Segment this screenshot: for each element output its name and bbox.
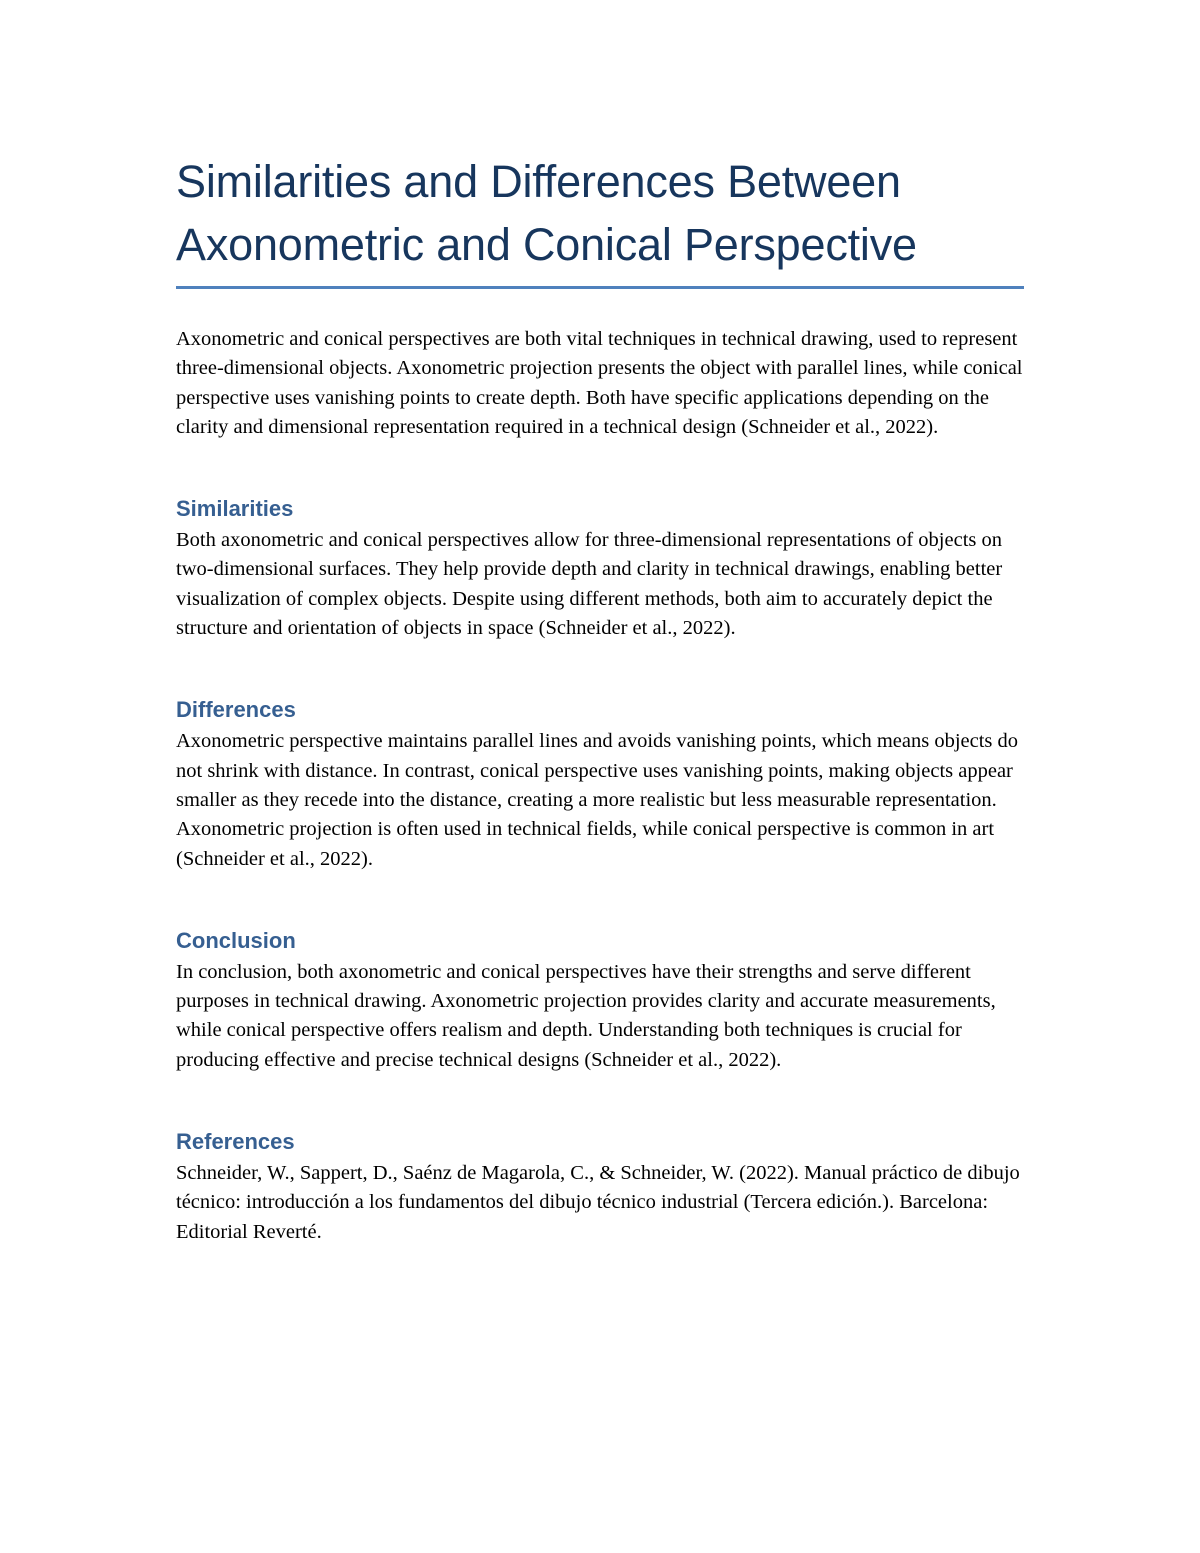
references-heading: References xyxy=(176,1129,295,1155)
conclusion-paragraph: In conclusion, both axonometric and conical perspectives have their strengths and serve different purposes in technical drawing. Axonometric projection provides clarity and accurate measurements, while conical perspective offers realism and depth. Understanding both techniques is crucial for producing effective and precise technical designs (Schneider et al., 2022). xyxy=(176,960,996,1071)
differences-heading: Differences xyxy=(176,697,296,723)
title-underline-rule xyxy=(176,286,1024,289)
similarities-paragraph: Both axonometric and conical perspectives allow for three-dimensional representations of objects on two-dimensional surfaces. They help provide depth and clarity in technical drawings, enabling better visualization of complex objects. Despite using different methods, both aim to accurately depict the structure and orientation of objects in space (Schneider et al., 2022). xyxy=(176,529,1003,640)
document-page xyxy=(176,150,1024,1247)
reference-entry: Schneider, W., Sappert, D., Saénz de Magarola, C., & Schneider, W. (2022). Manual práctico de dibujo técnico: introducción a los fundamentos del dibujo técnico industrial (Tercera edición.). Barcelona: Editorial Reverté. xyxy=(176,1162,1020,1243)
differences-paragraph: Axonometric perspective maintains parallel lines and avoids vanishing points, which means objects do not shrink with distance. In contrast, conical perspective uses vanishing points, making objects appear smaller as they recede into the distance, creating a more realistic but less measurable representation. Axonometric projection is often used in technical fields, while conical perspective is common in art (Schneider et al., 2022). xyxy=(176,730,1019,870)
intro-paragraph: Axonometric and conical perspectives are both vital techniques in technical drawing, used to represent three-dimensional objects. Axonometric projection presents the object with parallel lines, while conical perspective uses vanishing points to create depth. Both have specific applications depending on the clarity and dimensional representation required in a technical design (Schneider et al., 2022). xyxy=(176,328,1023,438)
similarities-heading: Similarities xyxy=(176,496,294,522)
conclusion-heading: Conclusion xyxy=(176,927,296,953)
document-title: Similarities and Differences Between Axonometric and Conical Perspective xyxy=(176,156,917,270)
